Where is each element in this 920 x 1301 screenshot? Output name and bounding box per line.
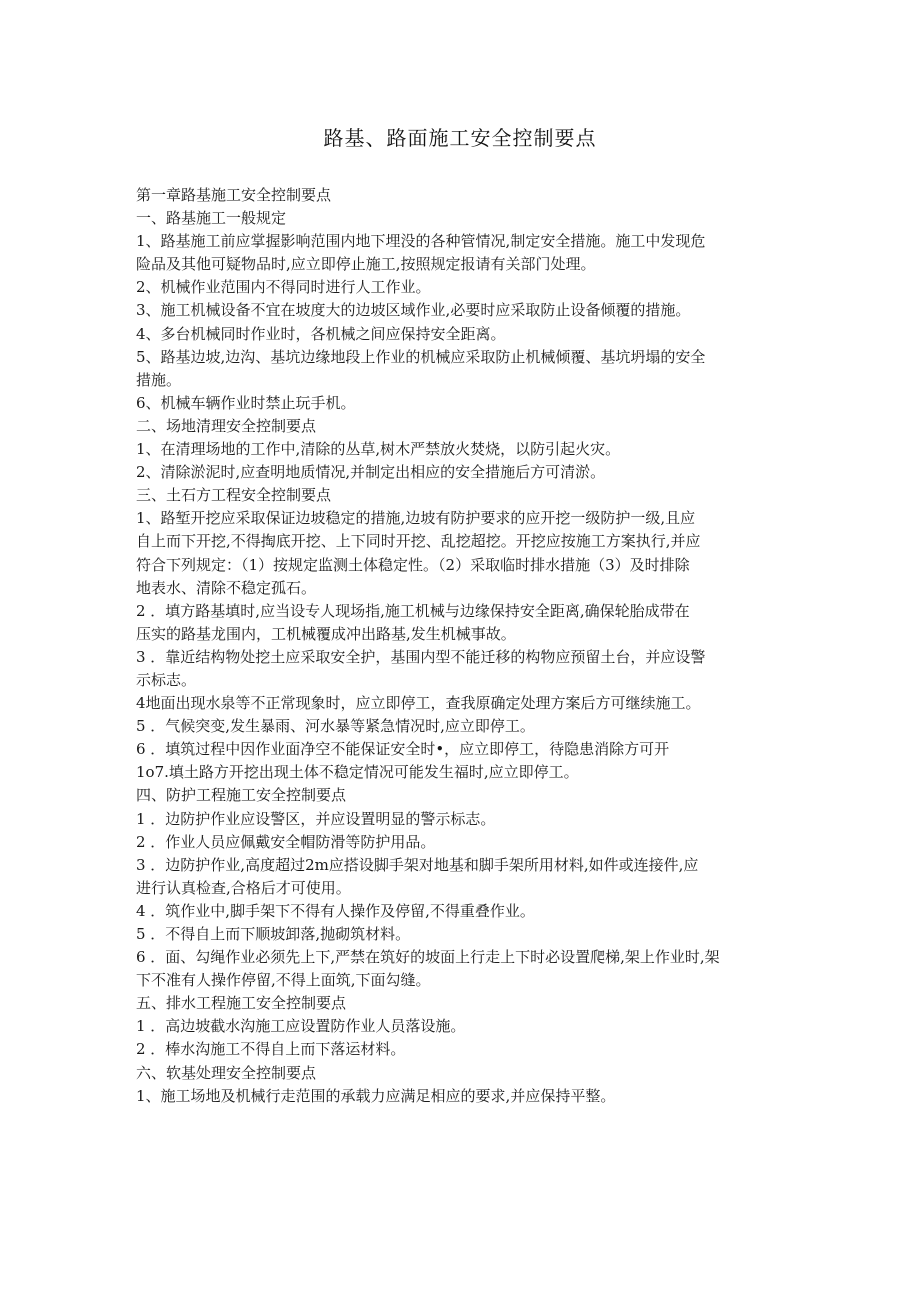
paragraph-line: 1、施工场地及机械行走范围的承载力应满足相应的要求,并应保持平整。 (136, 1086, 616, 1105)
paragraph-line: 下不准有人操作停留,不得上面筑,下面勾缝。 (136, 971, 431, 990)
paragraph-line: 4地面出现水泉等不正常现象时，应立即停工，查我原确定处理方案后方可继续施工。 (136, 694, 701, 713)
paragraph-line: 自上而下开挖,不得掏底开挖、上下同时开挖、乱挖超挖。开挖应按施工方案执行,并应 (136, 532, 701, 551)
paragraph-line: 1o7.填土路方开挖出现土体不稳定情况可能发生福时,应立即停工。 (136, 763, 579, 782)
paragraph-line: 1、路基施工前应掌握影响范围内地下埋没的各种管情况,制定安全措施。施工中发现危 (136, 232, 706, 251)
paragraph-line: 3 ．边防护作业,高度超过2m应搭设脚手架对地基和脚手架所用材料,如件或连接件,应 (136, 855, 699, 874)
paragraph-line: 2 ．作业人员应佩戴安全帽防滑等防护用品。 (136, 832, 436, 851)
paragraph-line: 2、清除淤泥时,应查明地质情况,并制定出相应的安全措施后方可清淤。 (136, 463, 606, 482)
section-heading: 二、场地清理安全控制要点 (136, 416, 317, 435)
document-body (136, 184, 826, 1108)
paragraph-line: 1、在清理场地的工作中,清除的丛草,树木严禁放火焚烧，以防引起火灾。 (136, 440, 621, 459)
section-heading: 六、软基处理安全控制要点 (136, 1063, 317, 1082)
paragraph-line: 6 ．面、勾绳作业必须先上下,严禁在筑好的坡面上行走上下时必设置爬梯,架上作业时,架 (136, 948, 720, 967)
section-heading: 四、防护工程施工安全控制要点 (136, 786, 347, 805)
paragraph-line: 1、路堑开挖应采取保证边坡稳定的措施,边坡有防护要求的应开挖一级防护一级,且应 (136, 509, 696, 528)
paragraph-line: 2 ．棒水沟施工不得自上而下落运材料。 (136, 1040, 406, 1059)
paragraph-line: 4、多台机械同时作业时，各机械之间应保持安全距离。 (136, 324, 506, 343)
paragraph-line: 5 ．气候突变,发生暴雨、河水暴等紧急情况时,应立即停工。 (136, 717, 535, 736)
paragraph-line: 险品及其他可疑物品时,应立即停止施工,按照规定报请有关部门处理。 (136, 255, 596, 274)
paragraph-line: 3、施工机械设备不宜在坡度大的边坡区域作业,必要时应采取防止设备倾覆的措施。 (136, 301, 691, 320)
paragraph-line: 措施。 (136, 370, 182, 389)
paragraph-line: 2、机械作业范围内不得同时进行人工作业。 (136, 278, 431, 297)
section-heading: 五、排水工程施工安全控制要点 (136, 994, 347, 1013)
paragraph-line: 示标志。 (136, 670, 197, 689)
section-heading: 一、路基施工一般规定 (136, 209, 287, 228)
paragraph-line: 1 ．高边坡截水沟施工应设置防作业人员落设施。 (136, 1017, 466, 1036)
paragraph-line: 6 ．填筑过程中因作业面净空不能保证安全时•，应立即停工，待隐患消除方可开 (136, 740, 670, 759)
paragraph-line: 地表水、清除不稳定孤石。 (136, 578, 317, 597)
section-heading: 三、土石方工程安全控制要点 (136, 486, 332, 505)
paragraph-line: 4 ．筑作业中,脚手架下不得有人操作及停留,不得重叠作业。 (136, 901, 535, 920)
chapter-heading: 第一章路基施工安全控制要点 (136, 186, 332, 204)
paragraph-line: 1 ．边防护作业应设警区，并应设置明显的警示标志。 (136, 809, 496, 828)
paragraph-line: 5 ．不得自上而下顺坡卸落,抛砌筑材料。 (136, 925, 411, 943)
paragraph-line: 3 ．靠近结构物处挖土应采取安全护，基围内型不能迁移的构物应预留土台，并应设警 (136, 647, 706, 666)
paragraph-line: 进行认真检查,合格后才可使用。 (136, 878, 351, 897)
paragraph-line: 符合下列规定：（1）按规定监测土体稳定性。（2）采取临时排水措施（3）及时排除 (136, 555, 690, 574)
paragraph-line: 压实的路基龙围内，工机械覆成冲出路基,发生机械事故。 (136, 624, 516, 643)
paragraph-line: 6、机械车辆作业时禁止玩手机。 (136, 393, 356, 412)
paragraph-line: 2 ．填方路基填时,应当设专人现场指,施工机械与边缘保持安全距离,确保轮胎成带在 (136, 601, 690, 620)
paragraph-line: 5、路基边坡,边沟、基坑边缘地段上作业的机械应采取防止机械倾覆、基坑坍塌的安全 (136, 347, 706, 366)
document-title: 路基、路面施工安全控制要点 (323, 126, 597, 150)
